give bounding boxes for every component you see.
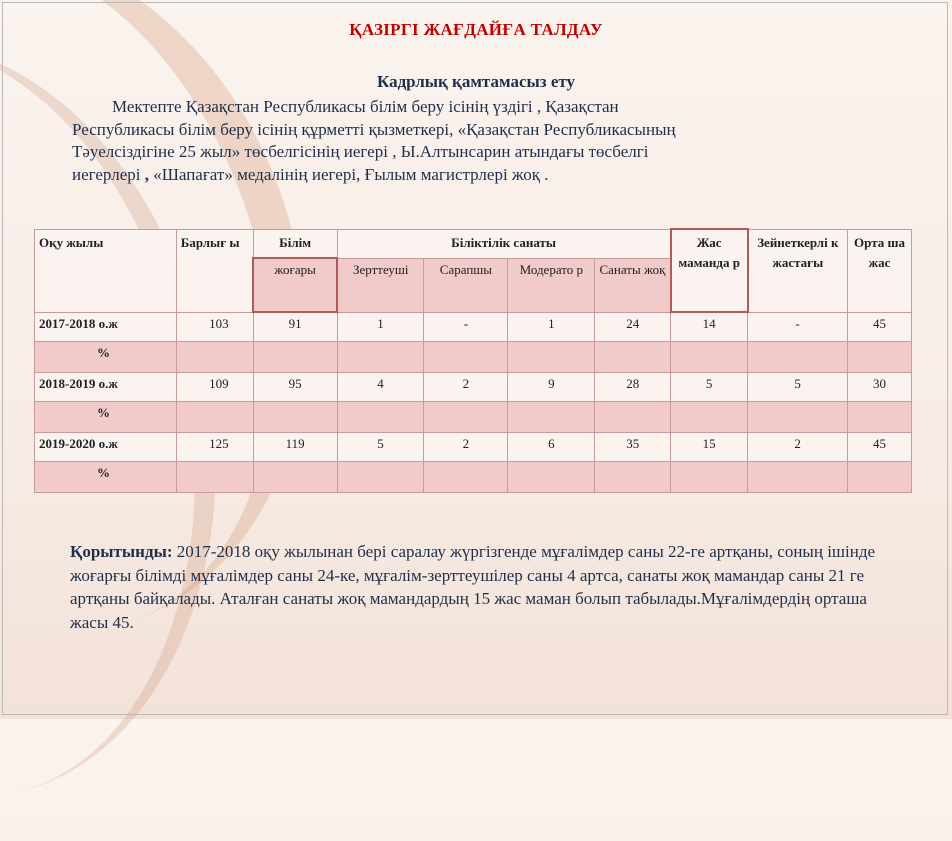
cell-retire: 2 [748, 433, 848, 462]
intro-line-4 [72, 164, 832, 187]
table-row [35, 373, 912, 402]
cell-moderator: 1 [508, 312, 595, 342]
table-row-percent [35, 462, 912, 493]
header-education: Білім [253, 229, 337, 258]
section-subtitle: Кадрлық қамтамасыз ету [376, 72, 576, 91]
intro-paragraph [72, 96, 832, 186]
cell-researcher: 4 [337, 373, 424, 402]
cell-researcher: 5 [337, 433, 424, 462]
subheader-researcher: Зерттеуші [337, 258, 424, 312]
intro-line-4-c: «Шапағат» медалінің иегері, Ғылым магистрлері жоқ . [153, 164, 549, 184]
cell-higher: 119 [253, 433, 337, 462]
cell-young: 5 [671, 373, 748, 402]
intro-line-3: Тәуелсіздігіне 25 жыл» төсбелгісінің иегері , Ы.Алтынсарин атындағы төсбелгі [72, 142, 649, 161]
cell-moderator: 6 [508, 433, 595, 462]
cell-avg: 30 [848, 373, 912, 402]
cell-avg: 45 [848, 433, 912, 462]
table-row-percent [35, 342, 912, 373]
slide-title: ҚАЗІРГІ ЖАҒДАЙҒА ТАЛДАУ [349, 20, 603, 39]
header-year: Оқу жылы [35, 229, 177, 312]
table-row [35, 433, 912, 462]
cell-total: 109 [176, 373, 253, 402]
cell-retire: 5 [748, 373, 848, 402]
cell-no-category: 35 [595, 433, 671, 462]
cell-higher: 95 [253, 373, 337, 402]
table-header-row [35, 229, 912, 258]
header-retire: Зейнеткерлі к жастағы [748, 229, 848, 312]
table-row [35, 312, 912, 342]
cell-percent: % [35, 342, 177, 373]
table-row-percent [35, 402, 912, 433]
cell-percent: % [35, 402, 177, 433]
conclusion-text: 2017-2018 оқу жылынан бері саралау жүргізгенде мұғалімдер саны 22-ге артқаны, соның ішінде жоғарғы білімді мұғалімдер саны 24-ке, мұғалім-зерттеушілер саны 4 артса, санаты жоқ мамандар саны 21 ге артқаны байқалады. Аталған санаты жоқ мамандардың 15 жас маман болып табылады.Мұғалімдердің орташа жасы 45. [70, 542, 876, 632]
cell-avg: 45 [848, 312, 912, 342]
cell-expert: 2 [424, 373, 508, 402]
intro-line-4-a: иегерлері [72, 164, 141, 184]
cell-young: 15 [671, 433, 748, 462]
cell-total: 125 [176, 433, 253, 462]
cell-year: 2019-2020 о.ж [35, 433, 177, 462]
subheader-expert: Сарапшы [424, 258, 508, 312]
cell-year: 2017-2018 о.ж [35, 312, 177, 342]
intro-line-4-comma: , [140, 164, 154, 184]
cell-total: 103 [176, 312, 253, 342]
staff-table [34, 228, 912, 493]
header-avg: Орта ша жас [848, 229, 912, 312]
conclusion-paragraph [70, 540, 880, 634]
header-qualification: Біліктілік санаты [337, 229, 671, 258]
subheader-higher: жоғары [253, 258, 337, 312]
cell-expert: 2 [424, 433, 508, 462]
header-young: Жас маманда р [671, 229, 748, 312]
conclusion-label: Қорытынды: [70, 542, 173, 561]
cell-moderator: 9 [508, 373, 595, 402]
cell-researcher: 1 [337, 312, 424, 342]
cell-higher: 91 [253, 312, 337, 342]
cell-young: 14 [671, 312, 748, 342]
intro-line-2: Республикасы білім беру ісінің құрметті қызметкері, «Қазақстан Республикасының [72, 119, 676, 139]
intro-line-1: Мектепте Қазақстан Республикасы білім беру ісінің үздігі , Қазақстан [112, 97, 619, 116]
cell-year: 2018-2019 о.ж [35, 373, 177, 402]
subheader-no-category: Санаты жоқ [595, 258, 671, 312]
cell-percent: % [35, 462, 177, 493]
subheader-moderator: Модерато р [508, 258, 595, 312]
cell-no-category: 28 [595, 373, 671, 402]
cell-expert: - [424, 312, 508, 342]
header-total: Барлығ ы [176, 229, 253, 312]
cell-no-category: 24 [595, 312, 671, 342]
cell-retire: - [748, 312, 848, 342]
